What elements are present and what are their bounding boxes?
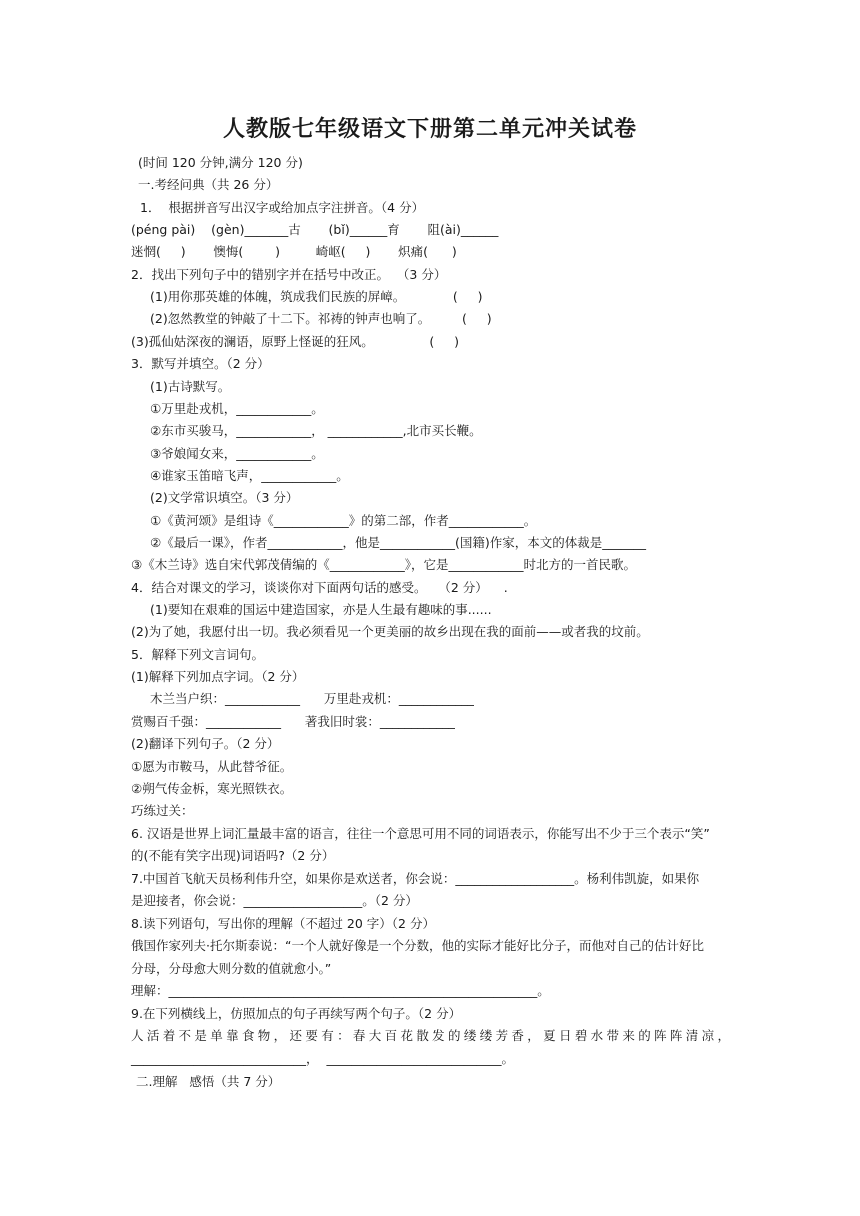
text-line: (1)解释下列加点字词。（2 分）	[131, 669, 305, 684]
text-line: 7.中国首飞航天员杨利伟升空，如果你是欢送者，你会说：___________________。杨利伟凯旋，如果你	[131, 871, 700, 886]
text-line: (2)翻译下列句子。（2 分）	[131, 736, 280, 751]
text-line: (2)文学常识填空。（3 分）	[150, 490, 299, 505]
text-line: 巧练过关：	[131, 803, 194, 818]
text-line: ①万里赴戎机，____________。	[150, 401, 324, 416]
text-line: ①《黄河颂》是组诗《____________》的第二部，作者____________。	[150, 513, 537, 528]
text-line: (1)要知在艰难的国运中建造国家，亦是人生最有趣味的事......	[150, 602, 492, 617]
text-line: (2)忽然教堂的钟敲了十二下。祁祷的钟声也响了。 ( )	[150, 311, 492, 326]
text-line: 分母，分母愈大则分数的值就愈小。”	[131, 961, 332, 976]
text-line: 8.读下列语句，写出你的理解（不超过 20 字）（2 分）	[131, 916, 435, 931]
text-line: 二.理解 感悟（共 7 分）	[136, 1074, 281, 1089]
text-line: (1)用你那英雄的体魄，筑成我们民族的屏嶂。 ( )	[150, 289, 483, 304]
text-line: 5．解释下列文言词句。	[131, 647, 264, 662]
text-line: (1)古诗默写。	[150, 379, 231, 394]
text-line: 4．结合对课文的学习，谈谈你对下面两句话的感受。 （2 分） .	[131, 580, 508, 595]
text-line: ②朔气传金柝，寒光照铁衣。	[131, 781, 293, 796]
text-line: 1． 根据拼音写出汉字或给加点字注拼音。（4 分）	[140, 200, 425, 215]
text-line: ②东市买骏马，____________， ____________,北市买长鞭。	[150, 423, 482, 438]
text-line: (时间 120 分钟,满分 120 分)	[138, 155, 303, 170]
text-line: ____________________________， ____________________________。	[131, 1051, 514, 1066]
text-line: ②《最后一课》，作者____________，他是____________(国籍)作家，本文的体裁是_______	[150, 535, 646, 550]
text-line: ③爷娘闻女来，____________。	[150, 446, 324, 461]
text-line: 是迎接者，你会说：___________________。（2 分）	[131, 893, 418, 908]
text-line: (2)为了她，我愿付出一切。我必须看见一个更美丽的故乡出现在我的面前——或者我的坟前。	[131, 624, 649, 639]
text-line: 9.在下列横线上，仿照加点的句子再续写两个句子。（2 分）	[131, 1006, 462, 1021]
text-line: ④谁家玉笛暗飞声，____________。	[150, 468, 349, 483]
text-line: 人活着不是单靠食物，还要有：春大百花散发的缕缕芳香，夏日碧水带来的阵阵清凉，	[131, 1028, 730, 1043]
page-title: 人教版七年级语文下册第二单元冲关试卷	[222, 116, 637, 142]
text-line: ③《木兰诗》选自宋代郭茂倩编的《____________》，它是____________时北方的一首民歌。	[131, 557, 636, 572]
text-line: ①愿为市鞍马，从此替爷征。	[131, 759, 293, 774]
text-line: (3)孤仙姑深夜的澜语，原野上怪诞的狂风。 ( )	[131, 334, 459, 349]
text-line: 一.考经问典（共 26 分）	[138, 177, 279, 192]
text-line: 赏赐百千强：____________ 著我旧时裳：____________	[131, 714, 455, 729]
text-line: (péng pài) (gèn)_______古 (bǐ)______育 阻(ài)______	[131, 222, 499, 237]
text-line: 迷惘( ) 懊悔( ) 崎岖( ) 炽痛( )	[131, 244, 457, 259]
text-line: 木兰当户织：____________ 万里赴戎机：____________	[150, 691, 474, 706]
text-line: 的(不能有笑字出现)词语吗?（2 分）	[131, 848, 335, 863]
text-line: 俄国作家列夫·托尔斯泰说：“一个人就好像是一个分数，他的实际才能好比分子，而他对自己的估计好比	[131, 938, 704, 953]
text-line: 6. 汉语是世界上词汇量最丰富的语言，往往一个意思可用不同的词语表示，你能写出不少于三个表示“笑”	[131, 826, 710, 841]
text-line: 理解：___________________________________________________________。	[131, 983, 550, 998]
text-line: 2．找出下列句子中的错别字并在括号中改正。 （3 分）	[131, 267, 447, 282]
text-line: 3．默写并填空。（2 分）	[131, 356, 270, 371]
